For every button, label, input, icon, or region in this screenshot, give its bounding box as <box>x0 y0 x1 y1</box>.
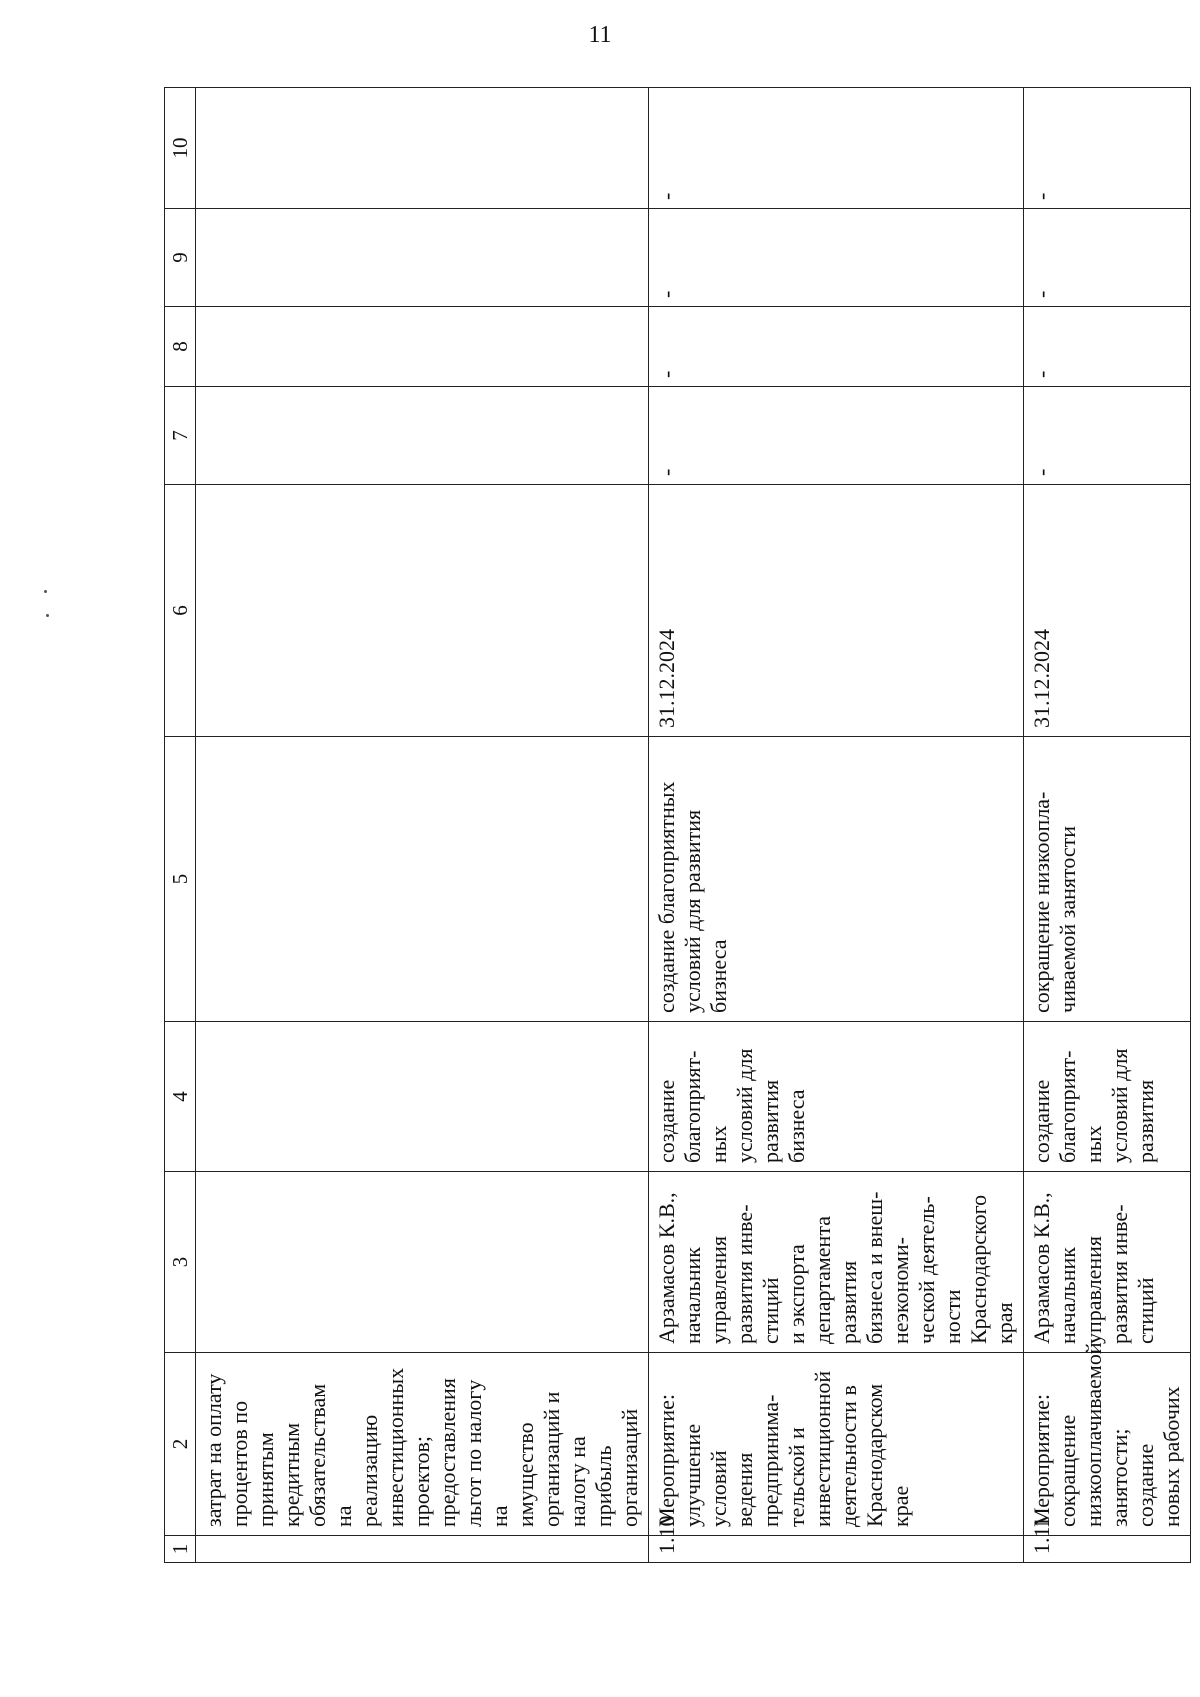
cell-col9: - <box>649 209 1024 307</box>
column-number: 8 <box>165 307 196 387</box>
cell-col9: - <box>1024 209 1191 307</box>
page-number: 11 <box>588 22 612 48</box>
column-number: 3 <box>165 1172 196 1353</box>
table-row <box>1024 88 1191 1563</box>
cell-goal: создание благоприят- ных условий для развития бизнеса <box>649 1022 1024 1172</box>
column-number: 9 <box>165 209 196 307</box>
cell-deadline: 31.12.2024 <box>1024 485 1191 737</box>
column-number: 5 <box>165 737 196 1022</box>
scan-speck <box>44 590 47 593</box>
column-number: 6 <box>165 485 196 737</box>
cell-responsible: Арзамасов К.В., начальник управления развития инве- стиций и экспорта департамента развития бизнеса и внеш- неэкономи- ческой деятель- ности Краснодарского края <box>649 1172 1024 1353</box>
rotated-table-wrapper <box>164 88 1184 1563</box>
cell-result: создание благоприятных условий для развития бизнеса <box>649 737 1024 1022</box>
cell-item-number: 1.11 <box>1024 1536 1191 1563</box>
table-row <box>196 88 649 1563</box>
cell-col8 <box>196 307 649 387</box>
cell-col7: - <box>1024 387 1191 485</box>
cell-responsible: Арзамасов К.В., начальник управления развития инве- стиций <box>1024 1172 1191 1353</box>
column-number: 7 <box>165 387 196 485</box>
cell-event: Мероприятие: сокращение низкооплачиваемой занятости; создание новых рабочих <box>1024 1353 1191 1536</box>
column-number: 4 <box>165 1022 196 1172</box>
cell-col8: - <box>1024 307 1191 387</box>
cell-col8: - <box>649 307 1024 387</box>
cell-col9 <box>196 209 649 307</box>
cell-deadline <box>196 485 649 737</box>
cell-col10: - <box>649 88 1024 209</box>
cell-item-number <box>196 1536 649 1563</box>
cell-responsible <box>196 1172 649 1353</box>
cell-event: затрат на оплату процентов по принятым кредитным обязательствам на реализацию инвестиционных проектов; предоставления льгот по налогу на имущество организаций и налогу на прибыль организаций <box>196 1353 649 1536</box>
cell-col10: - <box>1024 88 1191 209</box>
cell-event: Мероприятие: улучшение условий ведения предпринима- тельской и инвестиционной деятельности в Краснодарском крае <box>649 1353 1024 1536</box>
scan-speck <box>46 614 49 617</box>
cell-item-number: 1.10 <box>649 1536 1024 1563</box>
cell-col10 <box>196 88 649 209</box>
cell-col7: - <box>649 387 1024 485</box>
events-table <box>164 87 1191 1563</box>
column-number: 1 <box>165 1536 196 1563</box>
cell-result: сокращение низкоопла- чиваемой занятости <box>1024 737 1191 1022</box>
column-number: 10 <box>165 88 196 209</box>
table-row <box>649 88 1024 1563</box>
column-number-row <box>165 88 196 1563</box>
cell-col7 <box>196 387 649 485</box>
cell-goal <box>196 1022 649 1172</box>
cell-goal: создание благоприят- ных условий для развития <box>1024 1022 1191 1172</box>
cell-deadline: 31.12.2024 <box>649 485 1024 737</box>
column-number: 2 <box>165 1353 196 1536</box>
cell-result <box>196 737 649 1022</box>
